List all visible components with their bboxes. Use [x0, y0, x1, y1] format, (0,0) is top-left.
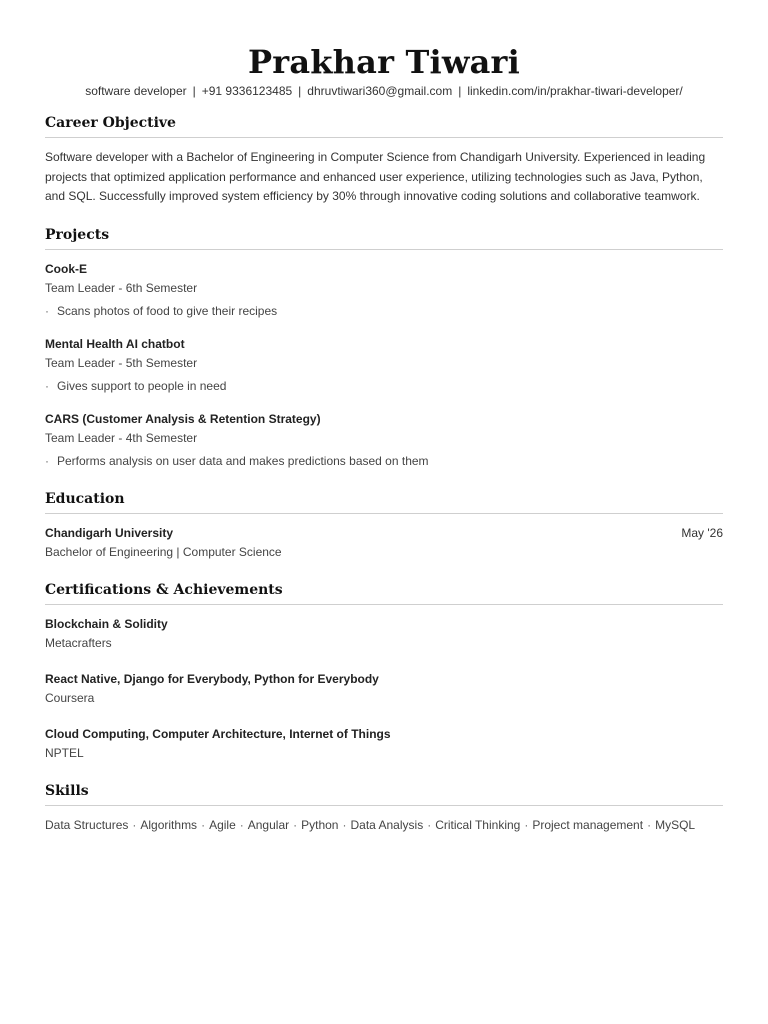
project-item: [45, 410, 723, 471]
project-role: Team Leader - 6th Semester: [45, 280, 198, 295]
skill-item: Data Analysis: [350, 817, 424, 832]
projects-section: [45, 225, 723, 471]
skill-item: Project management: [532, 817, 644, 832]
project-name: Cook-E: [45, 261, 87, 276]
skill-item: Critical Thinking: [435, 817, 521, 832]
project-bullet: [45, 302, 723, 321]
project-name: Mental Health AI chatbot: [45, 336, 185, 351]
cert-item: [45, 615, 723, 653]
candidate-name: Prakhar Tiwari: [248, 43, 520, 81]
skill-item: Python: [301, 817, 339, 832]
project-name: CARS (Customer Analysis & Retention Strategy): [45, 411, 321, 426]
cert-issuer: Coursera: [45, 690, 95, 705]
cert-item: [45, 725, 723, 763]
project-bullet: [45, 377, 723, 396]
bullet-icon: ·: [45, 378, 49, 393]
project-bullet-text: Scans photos of food to give their recipes: [57, 303, 278, 318]
section-title-career: Career Objective: [45, 113, 723, 138]
cert-issuer: NPTEL: [45, 745, 84, 760]
section-title-projects: Projects: [45, 225, 723, 250]
skill-item: Data Structures: [45, 817, 129, 832]
skill-item: Algorithms: [140, 817, 198, 832]
career-text: Software developer with a Bachelor of Engineering in Computer Science from Chandigarh University. Experienced in leading projects that optimized application performance and enhanced user experience, utilizing technologies such as Java, Python, and SQL. Successfully improved system efficiency by 30% through innovative coding solutions and collaborative teamwork.: [45, 150, 706, 203]
project-item: [45, 335, 723, 396]
cert-item: [45, 670, 723, 708]
career-section: [45, 113, 723, 207]
certs-section: [45, 580, 723, 763]
bullet-icon: ·: [45, 303, 49, 318]
skill-item: MySQL: [655, 817, 696, 832]
education-section: [45, 489, 723, 562]
section-title-skills: Skills: [45, 781, 723, 806]
section-title-education: Education: [45, 489, 723, 514]
skill-item: Angular: [247, 817, 290, 832]
cert-name: Cloud Computing, Computer Architecture, Internet of Things: [45, 726, 391, 741]
education-date: May '26: [681, 525, 723, 540]
degree: Bachelor of Engineering | Computer Science: [45, 544, 282, 559]
contact-phone: +91 9336123485: [201, 84, 293, 98]
contact-line: software developer | +91 9336123485 | dhruvtiwari360@gmail.com | linkedin.com/in/prakhar-tiwari-developer/: [85, 84, 683, 98]
project-role: Team Leader - 5th Semester: [45, 355, 198, 370]
skills-list: Data Structures · Algorithms · Agile · Angular · Python · Data Analysis · Critical Thinking · Project management · MySQL: [45, 817, 696, 832]
project-bullet: [45, 452, 723, 471]
cert-name: React Native, Django for Everybody, Python for Everybody: [45, 671, 379, 686]
contact-linkedin[interactable]: linkedin.com/in/prakhar-tiwari-developer/: [467, 84, 683, 98]
contact-email[interactable]: dhruvtiwari360@gmail.com: [307, 84, 453, 98]
section-title-certs: Certifications & Achievements: [45, 580, 723, 605]
bullet-icon: ·: [45, 453, 49, 468]
school-name: Chandigarh University: [45, 525, 174, 540]
contact-role: software developer: [85, 84, 187, 98]
project-item: [45, 260, 723, 321]
skill-item: Agile: [209, 817, 236, 832]
project-bullet-text: Gives support to people in need: [57, 378, 227, 393]
skills-section: [45, 781, 723, 835]
cert-issuer: Metacrafters: [45, 635, 112, 650]
project-role: Team Leader - 4th Semester: [45, 430, 198, 445]
project-bullet-text: Performs analysis on user data and makes predictions based on them: [57, 453, 429, 468]
cert-name: Blockchain & Solidity: [45, 616, 168, 631]
